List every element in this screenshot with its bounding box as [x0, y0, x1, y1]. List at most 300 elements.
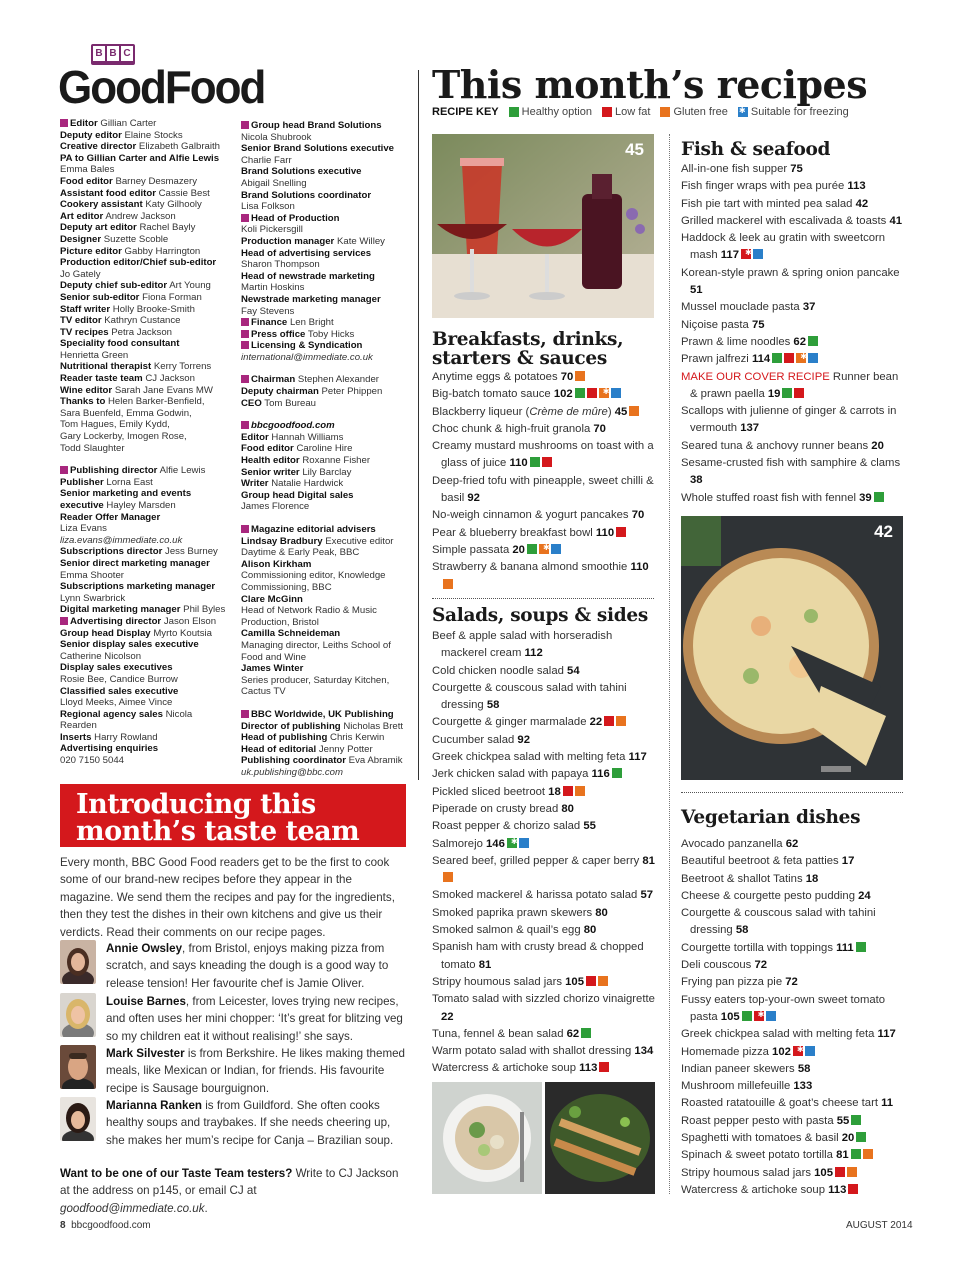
credit-role: Deputy chairman — [241, 386, 319, 398]
credit-role: Health editor — [241, 455, 300, 467]
credit-role: Editor — [70, 118, 98, 129]
recipe-key-label: RECIPE KEY — [432, 106, 499, 118]
recipe-page-number: 62 — [793, 335, 806, 348]
credit-role: Senior Brand Solutions executive — [241, 143, 395, 155]
credit-entry — [60, 188, 230, 200]
recipe-page-number: 114 — [751, 353, 771, 366]
credit-entry — [241, 536, 411, 548]
credit-line: Cactus TV — [241, 686, 286, 698]
credit-entry — [60, 327, 230, 339]
credit-name: Harry Rowland — [94, 731, 158, 743]
recipe-item — [681, 853, 906, 870]
freezing-icon — [551, 544, 561, 554]
freezing-icon — [611, 388, 621, 398]
recipe-item — [681, 992, 906, 1027]
healthy-icon — [575, 388, 585, 398]
credit-entry — [241, 559, 411, 571]
credit-name: Series producer, Saturday Kitchen, — [241, 674, 390, 686]
recipe-item — [681, 905, 906, 940]
credit-name: Alfie Lewis — [159, 465, 206, 477]
credit-role: bbcgoodfood.com — [251, 420, 335, 432]
bbc-letter: B — [93, 46, 105, 61]
credit-name: Sharon Thompson — [241, 259, 320, 271]
recipe-item — [432, 1026, 657, 1043]
credit-line: Todd Slaughter — [60, 442, 125, 454]
freezing-icon — [753, 249, 763, 259]
credit-entry — [241, 213, 411, 225]
recipe-page-number: 51 — [690, 284, 703, 297]
credit-role: Alison Kirkham — [241, 558, 312, 570]
healthy-icon — [851, 1115, 861, 1125]
credit-entry — [241, 271, 411, 283]
recipe-name: Anytime eggs & potatoes — [432, 371, 558, 383]
credit-name: Kerry Torrens — [153, 361, 212, 373]
section-heading-breakfasts — [432, 330, 662, 368]
recipe-item — [432, 559, 657, 594]
recipe-page-number: 75 — [790, 163, 803, 175]
recipe-item — [432, 766, 657, 783]
recipe-list-breakfasts — [432, 369, 657, 594]
recipe-item — [432, 939, 657, 974]
credit-entry — [241, 709, 411, 721]
key-lowfat — [600, 106, 650, 118]
low-fat-icon — [599, 1062, 609, 1072]
section-marker-icon — [241, 330, 249, 338]
recipe-name: Big-batch tomato sauce — [432, 388, 551, 401]
recipe-item — [432, 525, 657, 542]
heading-line: month’s taste team — [76, 816, 360, 847]
recipe-page-number: 62 — [785, 838, 799, 850]
credit-name: Fay Stevens — [241, 305, 295, 317]
recipe-page-number: 70 — [560, 371, 574, 383]
credit-role: Head of newstrade marketing — [241, 270, 375, 282]
recipe-name: Niçoise pasta — [681, 318, 749, 331]
freezing-icon — [805, 1046, 815, 1056]
credit-entry — [241, 432, 411, 444]
credit-role: Chairman — [251, 374, 296, 386]
freezing-icon — [808, 353, 818, 363]
recipe-name: Seared beef, grilled pepper & caper berry — [432, 854, 640, 867]
recipe-page-number: 58 — [797, 1062, 811, 1075]
recipe-name: Korean-style prawn & spring onion pancake — [681, 266, 900, 279]
credits-gap — [241, 363, 411, 374]
healthy-icon — [530, 457, 540, 467]
recipe-page-number: 110 — [595, 526, 615, 539]
key-label: Gluten free — [673, 106, 728, 118]
recipe-name: Greek chickpea salad with melting feta — [432, 751, 626, 764]
recipe-item — [432, 680, 657, 715]
recipe-item — [681, 1182, 906, 1199]
credit-role: James Winter — [241, 663, 304, 675]
credit-name: Eva Abramik — [348, 755, 403, 767]
credit-name: Roxanne Fisher — [302, 455, 371, 467]
recipe-item — [681, 940, 906, 957]
credit-entry — [241, 478, 411, 490]
credit-entry — [60, 280, 230, 292]
credit-line — [60, 755, 230, 767]
credit-name: Catherine Nicolson — [60, 650, 142, 662]
healthy-icon — [527, 544, 537, 554]
credit-line — [241, 501, 411, 513]
credit-role: Senior writer — [241, 466, 300, 478]
credit-name: Andrew Jackson — [105, 210, 176, 222]
section-marker-icon — [241, 214, 249, 222]
recipe-name: No-weigh cinnamon & yogurt pancakes — [432, 509, 629, 522]
credit-entry — [60, 234, 230, 246]
credit-name: James Florence — [241, 501, 310, 513]
healthy-icon — [874, 492, 884, 502]
recipe-page-number: 54 — [567, 664, 580, 677]
recipe-item — [432, 542, 657, 559]
tester-name: Louise Barnes — [106, 995, 186, 1008]
tester-name: Marianna Ranken — [106, 1099, 202, 1112]
recipe-item — [432, 404, 657, 421]
recipe-item — [681, 455, 906, 490]
recipe-item — [432, 438, 657, 473]
recipe-page-number: 110 — [630, 561, 649, 574]
recipe-item — [681, 178, 906, 195]
recipe-name: Pickled sliced beetroot — [432, 785, 546, 798]
section-marker-icon — [241, 421, 249, 429]
recipe-page-number: 72 — [754, 959, 768, 972]
recipe-page-number: 81 — [478, 958, 492, 971]
healthy-icon — [782, 388, 792, 398]
credit-role: Newstrade marketing manager — [241, 293, 381, 305]
healthy-icon — [742, 1011, 752, 1021]
recipe-name: Piperade on crusty bread — [432, 802, 559, 815]
recipe-item — [432, 801, 657, 818]
recipe-page-number: 55 — [583, 820, 596, 833]
gluten-free-icon — [629, 406, 639, 416]
recipe-item — [432, 628, 657, 663]
low-fat-icon — [542, 457, 552, 467]
recipe-page-number: 80 — [583, 924, 597, 937]
healthy-icon — [772, 353, 782, 363]
credit-entry — [60, 373, 230, 385]
credit-line: Production, Bristol — [241, 616, 319, 628]
recipe-page-number: 70 — [631, 509, 645, 522]
recipe-item — [432, 991, 657, 1026]
gluten-free-icon — [575, 786, 585, 796]
recipe-page-number: 20 — [841, 1132, 855, 1145]
recipe-item — [432, 714, 657, 731]
section-marker-icon — [241, 341, 249, 349]
credit-role: Advertising director — [70, 615, 162, 627]
intro-text: Every month, BBC Good Food readers get to be the first to cook some of our brand-new recipes before they appear in the magazine. We send them the recipes and pay for the ingredients, then they test the dishes in their own kitchens and give us their verdicts. Read their comments on our recipe pages. — [60, 856, 395, 939]
recipe-page-number: 19 — [767, 387, 781, 400]
credit-entry — [241, 628, 411, 640]
credit-line — [60, 593, 230, 605]
recipe-name: Scallops with julienne of ginger & carrots in vermouth — [681, 405, 897, 435]
credit-entry — [60, 639, 230, 651]
recipe-item — [432, 1060, 657, 1077]
credit-name: Gillian Carter — [100, 118, 157, 129]
recipe-name: Whole stuffed roast fish with fennel — [681, 491, 856, 504]
taste-team-cta — [60, 1165, 406, 1217]
recipe-item — [432, 905, 657, 922]
credit-line: Tom Hagues, Emily Kydd, — [60, 419, 170, 431]
credit-role: Editor — [241, 431, 269, 443]
recipe-page-number: 57 — [640, 889, 654, 902]
credit-entry — [60, 604, 230, 616]
credit-line — [241, 224, 411, 236]
recipe-page-number: 111 — [836, 941, 854, 954]
recipe-item — [432, 887, 657, 904]
credit-entry — [241, 490, 411, 502]
recipe-page-number: 92 — [517, 733, 530, 746]
key-gluten — [658, 106, 727, 118]
credit-name: CJ Jackson — [145, 373, 195, 385]
credit-role: Licensing & Syndication — [251, 340, 363, 352]
recipe-page-number: 58 — [486, 699, 500, 712]
credit-role: Deputy art editor — [60, 222, 137, 234]
recipe-page-number: 105 — [720, 1010, 740, 1023]
credit-role: Writer — [241, 478, 269, 490]
recipe-name: Tomato salad with sizzled chorizo vinaigrette — [432, 993, 655, 1006]
credit-name: Tom Bureau — [264, 397, 317, 409]
recipe-page-number: 105 — [814, 1166, 833, 1179]
credit-line — [241, 352, 411, 364]
credit-entry — [241, 166, 411, 178]
recipe-name: Creamy mustard mushrooms on toast with a glass of juice — [432, 440, 654, 470]
credit-entry — [241, 755, 411, 767]
credit-role: Lindsay Bradbury — [241, 535, 323, 547]
credit-name: Cassie Best — [158, 187, 210, 199]
credits-gap — [241, 513, 411, 524]
recipe-page-number: 81 — [836, 1149, 849, 1162]
credit-name: Lynn Swarbrick — [60, 592, 126, 604]
tester-name: Mark Silvester — [106, 1047, 185, 1060]
recipe-page-number: 39 — [859, 491, 872, 504]
credit-role: Head of advertising services — [241, 247, 372, 259]
recipe-item — [432, 386, 657, 403]
credit-name: Kate Willey — [336, 235, 385, 247]
credit-name: Managing director, Leiths School of — [241, 639, 391, 651]
credit-line — [241, 306, 411, 318]
credit-line — [60, 674, 230, 686]
cta-email-link[interactable]: goodfood@immediate.co.uk — [60, 1201, 205, 1215]
recipe-item — [681, 317, 906, 334]
recipe-item — [432, 749, 657, 766]
freezing-icon — [738, 107, 748, 117]
credit-name: Jenny Potter — [318, 743, 373, 755]
credit-name: Sarah Jane Evans MW — [114, 384, 213, 396]
section-divider — [432, 598, 654, 599]
healthy-icon — [581, 1028, 591, 1038]
credit-line — [60, 269, 230, 281]
credit-entry — [60, 222, 230, 234]
credit-entry — [241, 663, 411, 675]
credit-name: Jo Gately — [60, 268, 101, 280]
heading-line: Breakfasts, drinks, — [432, 329, 624, 350]
heading-line: starters & sauces — [432, 348, 607, 369]
recipe-item — [681, 1026, 906, 1043]
recipe-name: Homemade pizza — [681, 1045, 769, 1058]
healthy-icon — [851, 1149, 861, 1159]
credit-entry — [60, 743, 230, 755]
recipe-name: Spanish ham with crusty bread & chopped tomato — [432, 941, 644, 971]
credit-role: Magazine editorial advisers — [251, 524, 376, 535]
recipe-item — [681, 403, 906, 438]
recipe-page-number: 102 — [553, 388, 573, 401]
credit-line — [60, 500, 230, 512]
bbc-letter: B — [107, 46, 119, 61]
recipe-item — [432, 732, 657, 749]
credit-role: Press office — [251, 328, 306, 340]
heading-line: Fish & seafood — [681, 139, 831, 160]
cover-recipe-label: MAKE OUR COVER RECIPE — [681, 370, 830, 383]
recipe-name: Sesame-crusted fish with samphire & clams — [681, 457, 901, 470]
credit-entry — [60, 512, 230, 524]
credit-entry — [241, 329, 411, 341]
cta-end: . — [204, 1201, 208, 1215]
credit-line — [60, 523, 230, 546]
credit-role: Inserts — [60, 731, 92, 743]
gluten-free-icon — [575, 371, 585, 381]
recipe-name: Smoked paprika prawn skewers — [432, 906, 593, 919]
credit-role: Display sales executives — [60, 662, 173, 674]
recipe-page-number: 75 — [751, 318, 765, 331]
credit-role: Subscriptions marketing manager — [60, 581, 216, 593]
recipe-page-number: 117 — [628, 751, 647, 764]
credit-entry — [60, 246, 230, 258]
recipe-item — [432, 818, 657, 835]
recipe-name: Runner bean & prawn paella — [690, 370, 899, 400]
credit-name: Toby Hicks — [307, 328, 355, 340]
credit-name: Rosie Bee, Candice Burrow — [60, 673, 178, 685]
credit-role: Clare McGinn — [241, 593, 303, 605]
recipe-name: Courgette & ginger marmalade — [432, 716, 587, 729]
credit-name: Lily Barclay — [302, 466, 352, 478]
credits-gap — [60, 454, 230, 465]
credit-entry — [241, 143, 411, 155]
key-label: Healthy option — [521, 106, 592, 118]
recipe-item — [681, 1130, 906, 1147]
gluten-free-icon — [616, 716, 626, 726]
gluten-free-icon — [598, 976, 608, 986]
recipe-page-number: 22 — [441, 1010, 454, 1023]
recipe-item — [681, 957, 906, 974]
credit-entry — [241, 594, 411, 606]
section-marker-icon — [241, 375, 249, 383]
credit-line — [241, 675, 411, 687]
credit-line — [60, 164, 230, 176]
page-footer-left — [60, 1220, 151, 1231]
credit-role: Group head Display — [60, 627, 151, 639]
recipe-item — [432, 663, 657, 680]
recipe-item — [432, 836, 657, 853]
credit-role: Production editor/Chief sub-editor — [60, 257, 217, 269]
credit-role: Cookery assistant — [60, 199, 143, 211]
recipe-name: Warm potato salad with shallot dressing — [432, 1045, 632, 1058]
section-marker-icon — [241, 318, 249, 326]
credit-entry — [241, 732, 411, 744]
credit-role: Reader Offer Manager — [60, 511, 161, 523]
recipe-page-number: 117 — [877, 1028, 896, 1041]
credit-line — [60, 350, 230, 362]
prawn-skewers-photo — [545, 1082, 655, 1194]
recipe-name: Jerk chicken salad with papaya — [432, 768, 589, 781]
heading-line: Vegetarian dishes — [681, 807, 861, 828]
credit-entry — [60, 315, 230, 327]
recipe-name: Spaghetti with tomatoes & basil — [681, 1132, 839, 1145]
recipe-name: Deli couscous — [681, 959, 752, 972]
recipe-item — [681, 334, 906, 351]
recipe-item — [681, 230, 906, 265]
credit-name: Natalie Hardwick — [271, 478, 344, 490]
healthy-icon — [808, 336, 818, 346]
credit-line — [60, 697, 230, 709]
salad-photo — [432, 1082, 542, 1194]
credit-email: international@immediate.co.uk — [241, 351, 373, 363]
credit-entry — [241, 524, 411, 536]
credit-name: Phil Byles — [183, 604, 226, 616]
recipe-item — [681, 438, 906, 455]
recipe-name: Choc chunk & high-fruit granola — [432, 422, 591, 435]
fish-pie-tart-photo — [681, 516, 903, 780]
credit-role: Nutritional therapist — [60, 361, 152, 373]
credit-entry — [60, 662, 230, 674]
credit-entry — [60, 304, 230, 316]
recipe-item — [681, 1113, 906, 1130]
credit-entry — [60, 176, 230, 188]
credit-name: Stephen Alexander — [297, 374, 379, 386]
section-divider — [681, 792, 903, 793]
recipe-page-number: 70 — [593, 422, 606, 435]
recipe-name: Stripy houmous salad jars — [432, 975, 562, 988]
recipe-name: Cucumber salad — [432, 733, 515, 746]
credit-name: Nicola Rearden — [60, 708, 193, 732]
recipe-page-number: 116 — [591, 768, 610, 781]
recipe-name: Cold chicken noodle salad — [432, 664, 564, 677]
recipe-item — [432, 369, 657, 386]
recipe-name: Roasted ratatouille & goat’s cheese tart — [681, 1097, 878, 1110]
credit-name: Nicola Shubrook — [241, 131, 312, 143]
recipe-page-number: 102 — [772, 1045, 791, 1058]
recipe-name: ) — [607, 405, 612, 418]
credit-role: Designer — [60, 233, 102, 245]
recipe-page-number: 113 — [847, 180, 866, 193]
credit-entry — [60, 616, 230, 628]
gluten-free-icon — [847, 1167, 857, 1177]
credit-role: Assistant food editor — [60, 187, 156, 199]
taste-team-intro — [60, 854, 406, 941]
credit-role: Speciality food consultant — [60, 338, 180, 350]
credit-email: liza.evans@immediate.co.uk — [60, 534, 183, 546]
credit-entry — [60, 709, 230, 732]
recipe-name: Blackberry liqueur ( — [432, 405, 530, 418]
page-title: This month’s recipes — [432, 62, 868, 107]
recipe-item — [432, 507, 657, 524]
credit-entry — [241, 340, 411, 352]
tester-photo — [60, 940, 96, 984]
credit-role: TV editor — [60, 315, 102, 327]
credit-role: Regional agency sales — [60, 708, 163, 720]
credit-role: Senior display sales executive — [60, 639, 199, 651]
credit-role: Classified sales executive — [60, 685, 179, 697]
recipe-item — [681, 213, 906, 230]
recipe-page-number: 18 — [548, 785, 561, 798]
recipe-item — [681, 836, 906, 853]
recipe-name: Deep-fried tofu with pineapple, sweet chilli & basil — [432, 474, 654, 505]
credit-role: Publisher — [60, 476, 104, 488]
recipe-item — [681, 1078, 906, 1095]
credit-name: Lorna East — [106, 476, 153, 488]
cta-question: Want to be one of our Taste Team testers? — [60, 1167, 293, 1180]
recipe-item — [681, 1147, 906, 1164]
credit-line — [60, 651, 230, 663]
credit-name: Chris Kerwin — [330, 732, 385, 744]
